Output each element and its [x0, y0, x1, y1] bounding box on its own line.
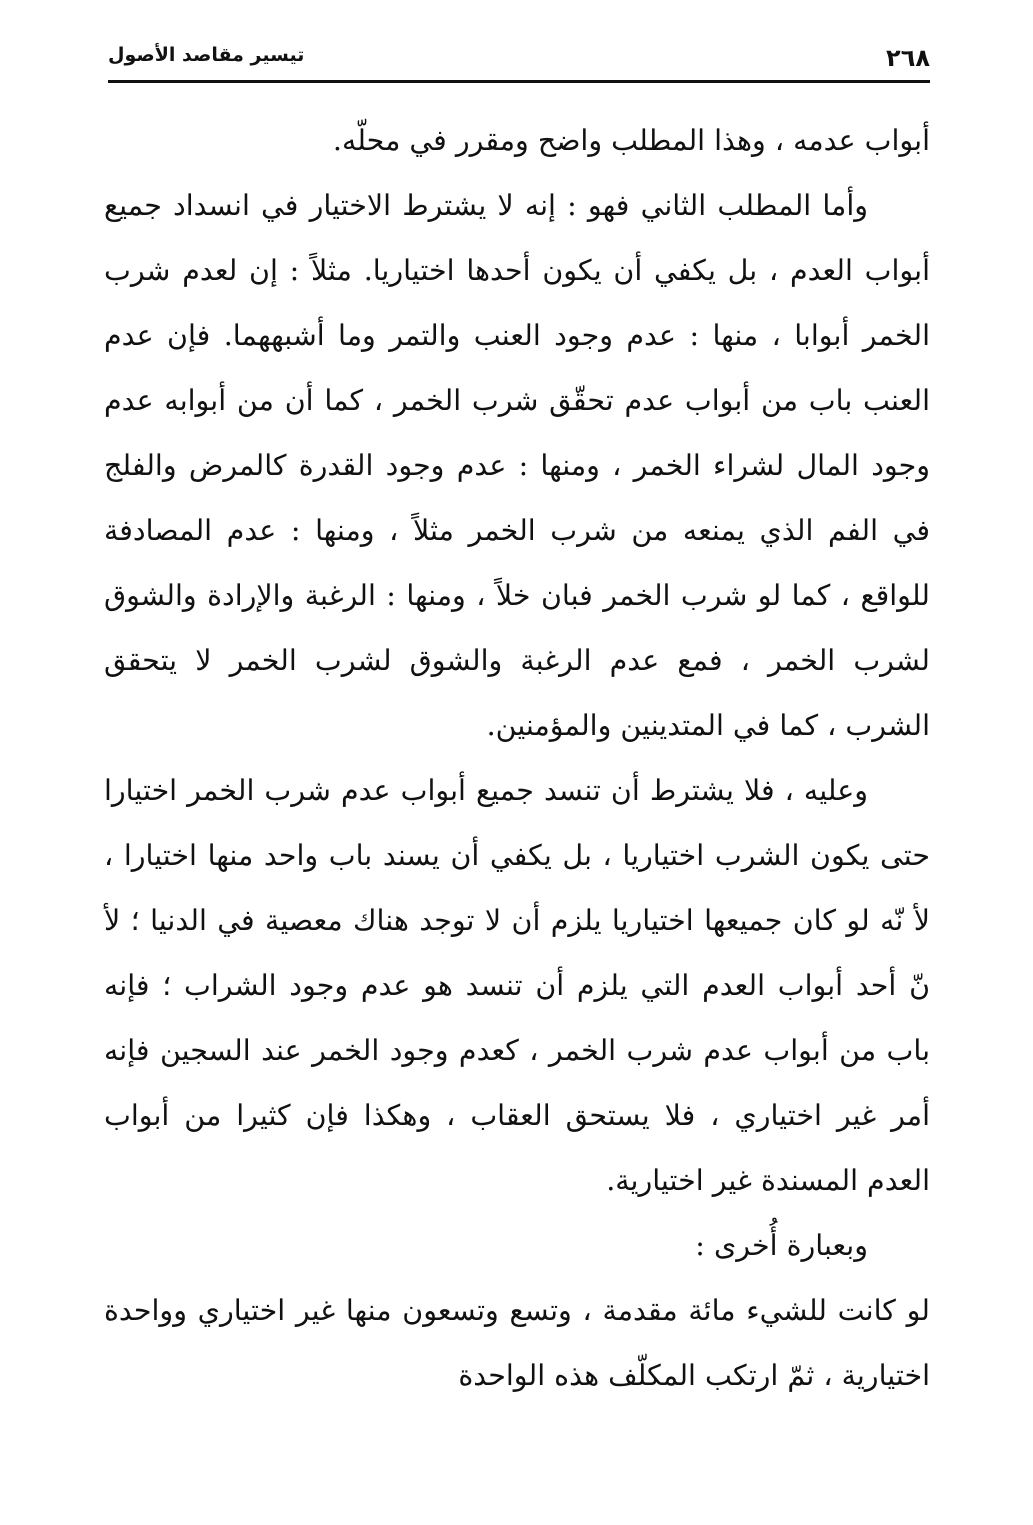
- page-number: ٢٦٨: [886, 44, 930, 72]
- page-header: [108, 38, 930, 78]
- paragraph-3: وعليه ، فلا يشترط أن تنسد جميع أبواب عدم شرب الخمر اختيارا حتى يكون الشرب اختياريا ، بل يكفي أن يسند باب واحد منها اختيارا ، لأ نّه لو كان جميعها اختياريا يلزم أن لا توجد هناك معصية في الدنيا ؛ لأ نّ أحد أبواب العدم التي يلزم أن تنسد هو عدم وجود الشراب ؛ فإنه باب من أبواب عدم شرب الخمر ، كعدم وجود الخمر عند السجين فإنه أمر غير اختياري ، فلا يستحق العقاب ، وهكذا فإن كثيرا من أبواب العدم المسندة غير اختيارية.: [104, 774, 930, 1197]
- header-rule: [108, 80, 930, 83]
- running-title: تيسير مقاصد الأصول: [108, 44, 305, 66]
- subheading-other-words: وبعبارة أُخرى :: [695, 1229, 868, 1262]
- paragraph-5: لو كانت للشيء مائة مقدمة ، وتسع وتسعون منها غير اختياري وواحدة اختيارية ، ثمّ ارتكب المكلّف هذه الواحدة: [104, 1294, 930, 1392]
- paragraph-2: وأما المطلب الثاني فهو : إنه لا يشترط الاختيار في انسداد جميع أبواب العدم ، بل يكفي أن يكون أحدها اختياريا. مثلاً : إن لعدم شرب الخمر أبوابا ، منها : عدم وجود العنب والتمر وما أشبههما. فإن عدم العنب باب من أبواب عدم تحقّق شرب الخمر ، كما أن من أبوابه عدم وجود المال لشراء الخمر ، ومنها : عدم وجود القدرة كالمرض والفلج في الفم الذي يمنعه من شرب الخمر مثلاً ، ومنها : عدم المصادفة للواقع ، كما لو شرب الخمر فبان خلاً ، ومنها : الرغبة والإرادة والشوق لشرب الخمر ، فمع عدم الرغبة والشوق لشرب الخمر لا يتحقق الشرب ، كما في المتدينين والمؤمنين.: [104, 189, 930, 742]
- body-text: [104, 108, 930, 1408]
- paragraph-1: أبواب عدمه ، وهذا المطلب واضح ومقرر في محلّه.: [332, 124, 930, 157]
